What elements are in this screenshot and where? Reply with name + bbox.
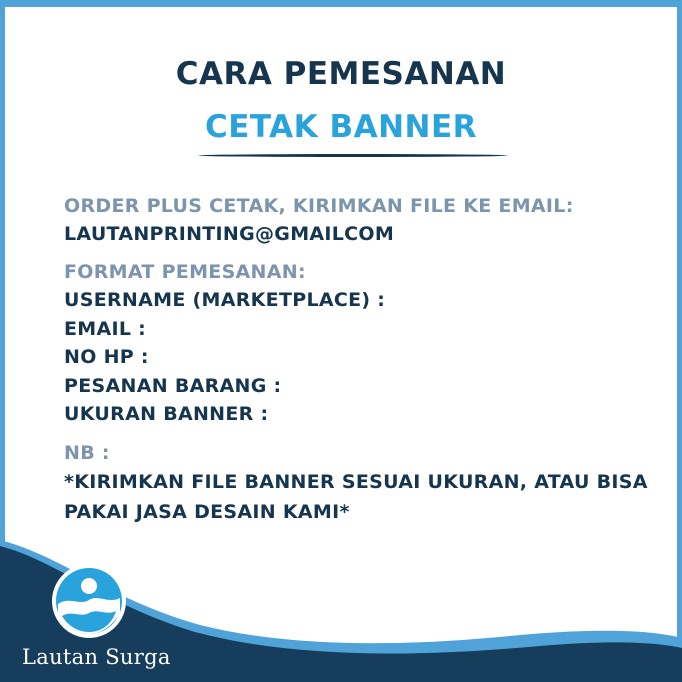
title-line-1: CARA PEMESANAN: [175, 56, 507, 92]
format-label: FORMAT PEMESANAN:: [64, 261, 306, 283]
format-field-username: USERNAME (MARKETPLACE) :: [64, 289, 386, 311]
top-border: [0, 0, 682, 7]
wave-drop-logo-icon: [50, 562, 128, 640]
brand-name: Lautan Surga: [22, 645, 171, 669]
order-email: LAUTANPRINTING@GMAILCOM: [64, 223, 395, 245]
instructions: [64, 192, 664, 527]
note-label: NB :: [64, 441, 110, 464]
format-field-banner-size: UKURAN BANNER :: [64, 403, 269, 425]
note-text: *KIRIMKAN FILE BANNER SESUAI UKURAN, ATAU BISA PAKAI JASA DESAIN KAMI*: [64, 470, 648, 523]
format-field-email: EMAIL :: [64, 317, 147, 340]
title-underline: [198, 154, 508, 157]
order-label: ORDER PLUS CETAK, KIRIMKAN FILE KE EMAIL:: [64, 195, 574, 217]
title-line-2: CETAK BANNER: [204, 109, 478, 145]
format-field-order-item: PESANAN BARANG :: [64, 374, 282, 397]
format-field-phone: NO HP :: [64, 346, 149, 368]
